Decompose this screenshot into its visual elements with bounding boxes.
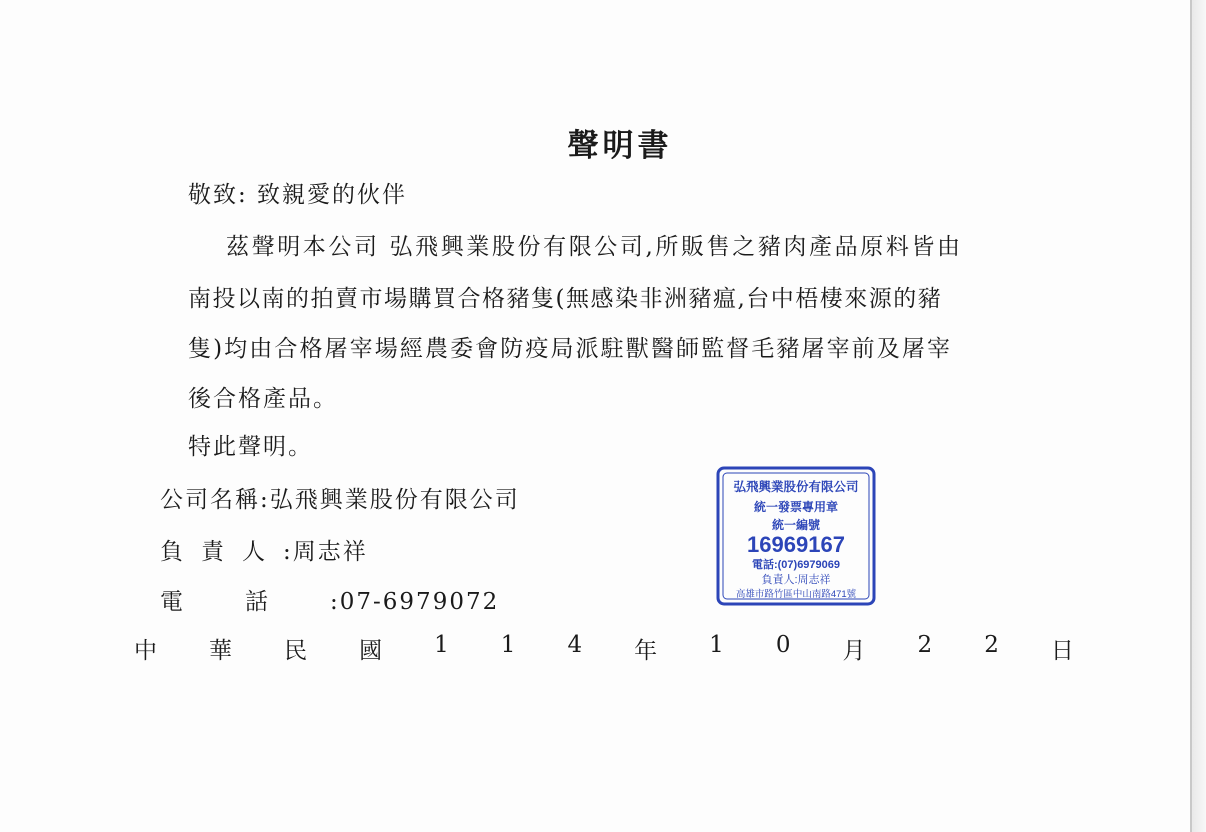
body-line-2: 南投以南的拍賣市場購買合格豬隻(無感染非洲豬瘟,台中梧棲來源的豬 [188,286,943,312]
stamp-address: 高雄市路竹區中山南路471號 [735,589,857,600]
salutation: 敬致: 致親愛的伙伴 [188,182,408,208]
stamp-company: 弘飛興業股份有限公司 [733,480,859,494]
company-info [160,481,520,514]
phone-info [160,583,499,616]
date-line [134,632,1074,665]
date-year-digit: 4 [567,632,583,658]
date-era-char: 國 [359,638,383,664]
body-line-3: 隻)均由合格屠宰場經農委會防疫局派駐獸醫師監督毛豬屠宰前及屠宰 [188,336,953,362]
owner-info [160,533,368,566]
colon: : [260,487,270,513]
date-era-char: 中 [134,638,157,664]
stamp-id-label: 統一編號 [771,518,821,532]
owner-value: 周志祥 [292,539,368,565]
company-invoice-stamp [712,462,880,610]
date-month-digit: 0 [775,632,791,658]
body-line-1: 茲聲明本公司 弘飛興業股份有限公司,所販售之豬肉產品原料皆由 [226,234,963,260]
date-era-char: 民 [284,638,308,664]
phone-value: 07-6979072 [339,589,500,615]
stamp-owner: 負責人:周志祥 [761,574,831,586]
phone-label: 電話 [160,589,330,615]
stamp-phone: 電話:(07)6979069 [751,559,841,571]
date-year-unit: 年 [634,638,658,664]
stamp-purpose: 統一發票專用章 [753,500,839,514]
date-year-digit: 1 [500,632,516,658]
colon: : [330,589,340,615]
date-year-digit: 1 [434,632,449,658]
company-label: 公司名稱 [160,487,260,513]
colon: : [283,539,293,565]
company-value: 弘飛興業股份有限公司 [269,487,520,513]
date-day-unit: 日 [1050,638,1074,664]
document-title: 聲明書 [567,128,673,164]
body-line-4: 後合格產品。 [188,386,338,412]
date-month-digit: 1 [709,632,724,658]
stamp-id-number: 16969167 [747,532,845,557]
closing-statement: 特此聲明。 [188,434,313,460]
date-day-digit: 2 [984,632,999,658]
date-day-digit: 2 [917,632,933,658]
owner-label: 負責人 [160,539,283,565]
date-month-unit: 月 [842,638,866,664]
date-era-char: 華 [209,638,233,664]
